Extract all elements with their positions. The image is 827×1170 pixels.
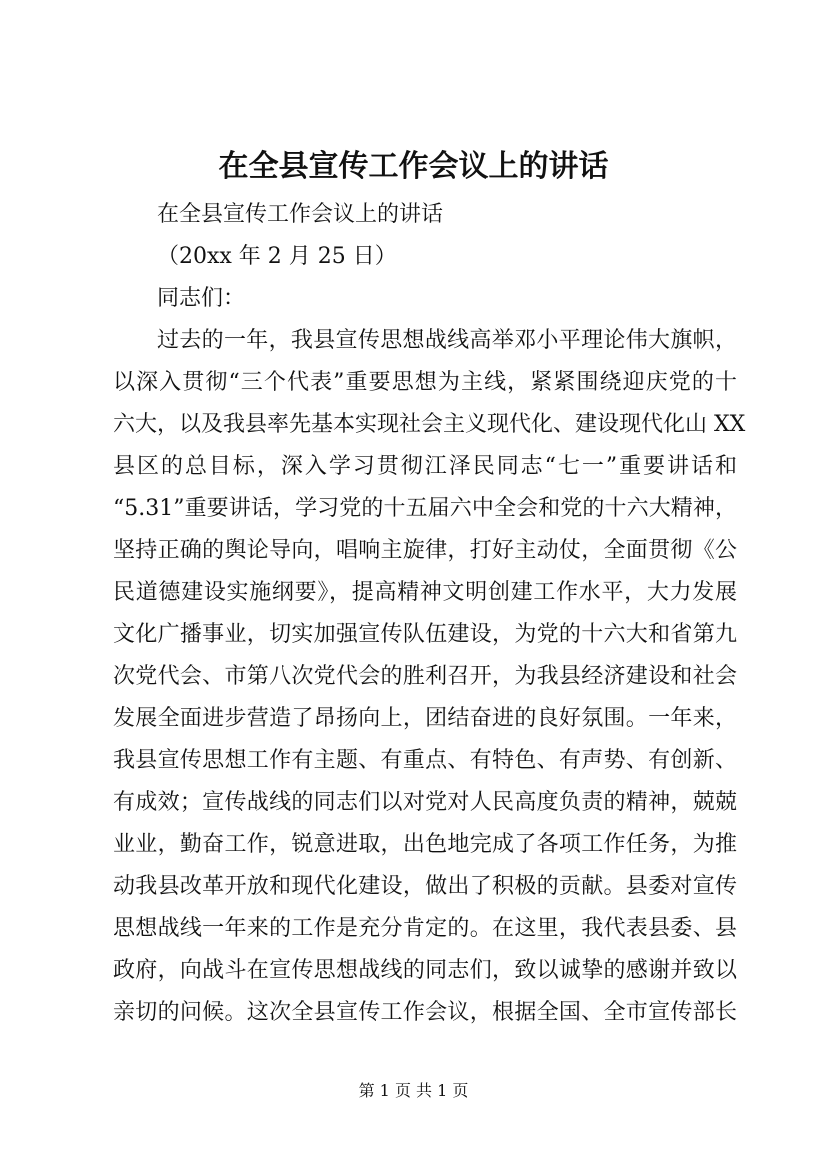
paragraph-line: 民道德建设实施纲要》，提高精神文明创建工作水平，大力发展 (113, 580, 737, 605)
document-title: 在全县宣传工作会议上的讲话 (218, 149, 609, 184)
paragraph-line: 坚持正确的舆论导向，唱响主旋律，打好主动仗，全面贯彻《公 (113, 538, 737, 563)
paragraph-line: 业业，勤奋工作，锐意进取，出色地完成了各项工作任务，为推 (113, 832, 737, 857)
paragraph-line: 发展全面进步营造了昂扬向上，团结奋进的良好氛围。一年来， (113, 706, 737, 731)
paragraph-line: 有成效；宣传战线的同志们以对党对人民高度负责的精神，兢兢 (113, 790, 737, 815)
paragraph-line: 思想战线一年来的工作是充分肯定的。在这里，我代表县委、县 (113, 916, 737, 941)
paragraph-line: 以深入贯彻“三个代表”重要思想为主线，紧紧围绕迎庆党的十 (113, 370, 737, 395)
paragraph-line: 动我县改革开放和现代化建设，做出了积极的贡献。县委对宣传 (113, 874, 737, 899)
paragraph-line: 六大，以及我县率先基本实现社会主义现代化、建设现代化山 XX (113, 412, 746, 437)
salutation: 同志们： (157, 286, 246, 311)
paragraph-line: 过去的一年，我县宣传思想战线高举邓小平理论伟大旗帜， (157, 328, 737, 353)
paragraph-line: “5.31”重要讲话，学习党的十五届六中全会和党的十六大精神， (113, 496, 737, 521)
document-subtitle: 在全县宣传工作会议上的讲话 (157, 202, 444, 227)
page-footer: 第 1 页 共 1 页 (358, 1081, 469, 1100)
paragraph-line: 县区的总目标，深入学习贯彻江泽民同志“七一”重要讲话和 (113, 454, 737, 479)
document-date: （20xx 年 2 月 25 日） (157, 244, 397, 269)
paragraph-line: 次党代会、市第八次党代会的胜利召开，为我县经济建设和社会 (113, 664, 737, 689)
paragraph-line: 文化广播事业，切实加强宣传队伍建设，为党的十六大和省第九 (113, 622, 737, 647)
paragraph-line: 亲切的问候。这次全县宣传工作会议，根据全国、全市宣传部长 (113, 1000, 737, 1025)
paragraph-line: 我县宣传思想工作有主题、有重点、有特色、有声势、有创新、 (113, 748, 737, 773)
paragraph-line: 政府，向战斗在宣传思想战线的同志们，致以诚挚的感谢并致以 (113, 958, 737, 983)
